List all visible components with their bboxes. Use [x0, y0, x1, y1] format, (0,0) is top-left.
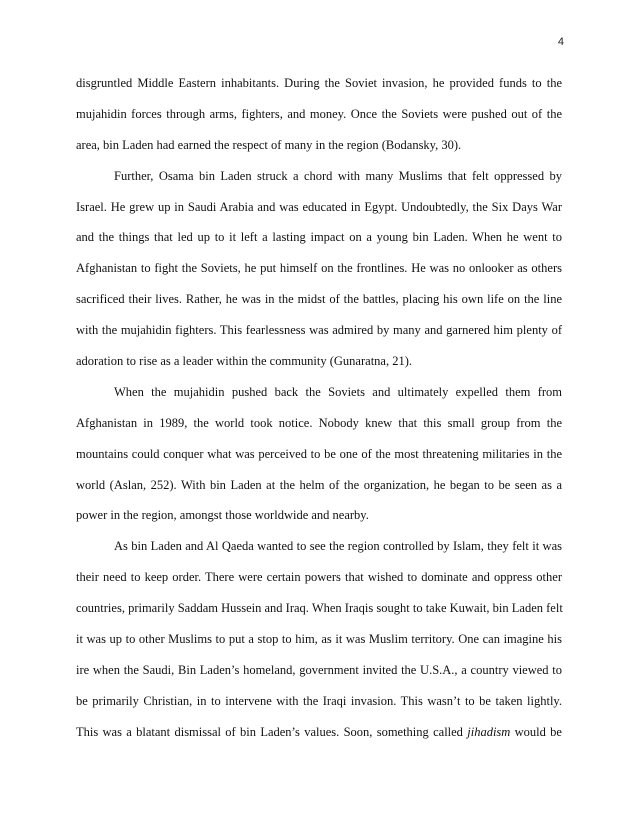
text-line: sacrificed their lives. Rather, he was in the midst of the battles, placing his own life on the line [76, 292, 562, 307]
body-text [76, 68, 562, 748]
text-line: disgruntled Middle Eastern inhabitants. During the Soviet invasion, he provided funds to the [76, 76, 562, 90]
text-line: mujahidin forces through arms, fighters, and money. Once the Soviets were pushed out of the [76, 106, 562, 121]
italic-term: jihadism [467, 724, 511, 739]
text-line: their need to keep order. There were certain powers that wished to dominate and oppress other [76, 570, 562, 585]
text-line: ire when the Saudi, Bin Laden’s homeland, government invited the U.S.A., a country viewed to [76, 662, 562, 677]
text-line: countries, primarily Saddam Hussein and Iraq. When Iraqis sought to take Kuwait, bin Laden felt [76, 601, 563, 616]
text-line: adoration to rise as a leader within the community (Gunaratna, 21). [76, 354, 413, 369]
text-line: Israel. He grew up in Saudi Arabia and was educated in Egypt. Undoubtedly, the Six Days War [76, 199, 562, 214]
text-line: As bin Laden and Al Qaeda wanted to see the region controlled by Islam, they felt it was [114, 539, 562, 554]
text-run: This was a blatant dismissal of bin Laden’s values. Soon, something called [76, 724, 468, 739]
text-line: be primarily Christian, in to intervene with the Iraqi invasion. This wasn’t to be taken lightly. [76, 693, 562, 708]
text-line: Further, Osama bin Laden struck a chord with many Muslims that felt oppressed by [114, 168, 562, 183]
text-line: When the mujahidin pushed back the Soviets and ultimately expelled them from [114, 384, 562, 399]
text-line [76, 717, 562, 748]
text-run: would be [510, 724, 562, 739]
text-line: Afghanistan to fight the Soviets, he put himself on the frontlines. He was no onlooker as others [76, 261, 562, 276]
text-line: and the things that led up to it left a lasting impact on a young bin Laden. When he went to [76, 230, 562, 245]
text-line: with the mujahidin fighters. This fearlessness was admired by many and garnered him plenty of [76, 323, 562, 338]
text-line: mountains could conquer what was perceived to be one of the most threatening militaries in the [76, 446, 562, 461]
text-line: it was up to other Muslims to put a stop to him, as it was Muslim territory. One can imagine his [76, 632, 562, 647]
page-number: 4 [557, 36, 564, 48]
text-line: area, bin Laden had earned the respect of many in the region (Bodansky, 30). [76, 137, 462, 152]
text-line: power in the region, amongst those worldwide and nearby. [76, 508, 369, 523]
text-line: world (Aslan, 252). With bin Laden at the helm of the organization, he began to be seen as a [76, 477, 562, 492]
text-line: Afghanistan in 1989, the world took notice. Nobody knew that this small group from the [76, 415, 562, 430]
